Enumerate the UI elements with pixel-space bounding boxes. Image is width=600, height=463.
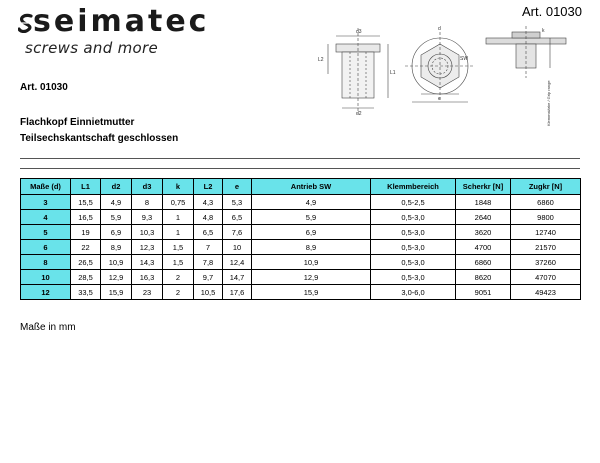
table-cell: 6,5: [223, 210, 252, 225]
table-cell: 6,5: [194, 225, 223, 240]
table-cell: 14,7: [223, 270, 252, 285]
table-cell: 9,3: [132, 210, 163, 225]
grip-range-label: Klemmstärke / Grip range: [546, 80, 551, 126]
table-cell: 7,6: [223, 225, 252, 240]
table-cell: 3,0-6,0: [371, 285, 456, 300]
table-cell: 3620: [456, 225, 511, 240]
table-cell: 9,7: [194, 270, 223, 285]
table-cell: 8,9: [101, 240, 132, 255]
column-header: e: [223, 179, 252, 195]
logo-wordmark: seimatec: [33, 4, 210, 39]
table-cell: 9800: [511, 210, 581, 225]
spec-table: [20, 178, 581, 300]
table-row: [21, 195, 581, 210]
table-cell: 8: [21, 255, 71, 270]
table-header-row: [21, 179, 581, 195]
column-header: d2: [101, 179, 132, 195]
table-cell: 1,5: [163, 255, 194, 270]
dim-d2-label: d2: [356, 111, 362, 117]
table-cell: 1,5: [163, 240, 194, 255]
table-cell: 5,9: [101, 210, 132, 225]
table-cell: 2640: [456, 210, 511, 225]
logo-tagline: screws and more: [25, 39, 158, 57]
table-cell: 17,6: [223, 285, 252, 300]
column-header: Zugkr [N]: [511, 179, 581, 195]
dim-d3-label: d3: [356, 29, 362, 35]
table-cell: 33,5: [71, 285, 101, 300]
table-cell: 10,5: [194, 285, 223, 300]
dim-d-label: d: [438, 26, 441, 32]
column-header: Scherkr [N]: [456, 179, 511, 195]
table-cell: 4700: [456, 240, 511, 255]
table-cell: 8,9: [252, 240, 371, 255]
table-cell: 12,4: [223, 255, 252, 270]
table-cell: 10,3: [132, 225, 163, 240]
column-header: k: [163, 179, 194, 195]
table-cell: 0,5-3,0: [371, 255, 456, 270]
table-cell: 14,3: [132, 255, 163, 270]
column-header: L2: [194, 179, 223, 195]
table-cell: 10,9: [101, 255, 132, 270]
table-cell: 8: [132, 195, 163, 210]
column-header: Antrieb SW: [252, 179, 371, 195]
table-cell: 12,9: [101, 270, 132, 285]
column-header: Klemmbereich: [371, 179, 456, 195]
article-number: Art. 01030: [20, 82, 68, 93]
technical-drawing: [300, 18, 586, 128]
table-cell: 4,9: [101, 195, 132, 210]
table-cell: 19: [71, 225, 101, 240]
dim-l1-label: L1: [390, 70, 396, 76]
table-cell: 28,5: [71, 270, 101, 285]
table-cell: 5: [21, 225, 71, 240]
table-cell: 0,75: [163, 195, 194, 210]
table-cell: 4,3: [194, 195, 223, 210]
table-row: [21, 285, 581, 300]
dim-k-label: k: [542, 28, 545, 34]
table-cell: 6,9: [101, 225, 132, 240]
table-cell: 1848: [456, 195, 511, 210]
table-cell: 7,8: [194, 255, 223, 270]
table-cell: 22: [71, 240, 101, 255]
table-cell: 7: [194, 240, 223, 255]
table-cell: 12: [21, 285, 71, 300]
table-cell: 10: [21, 270, 71, 285]
dim-l2-label: L2: [318, 57, 324, 63]
table-cell: 6: [21, 240, 71, 255]
table-cell: 0,5-3,0: [371, 210, 456, 225]
table-cell: 4,9: [252, 195, 371, 210]
divider-line: [20, 158, 580, 159]
table-cell: 15,9: [101, 285, 132, 300]
table-row: [21, 270, 581, 285]
table-cell: 0,5-3,0: [371, 225, 456, 240]
column-header: d3: [132, 179, 163, 195]
table-cell: 6,9: [252, 225, 371, 240]
table-cell: 5,9: [252, 210, 371, 225]
table-cell: 10: [223, 240, 252, 255]
table-cell: 2: [163, 285, 194, 300]
logo-swirl-icon: [18, 13, 34, 33]
table-row: [21, 240, 581, 255]
table-cell: 12,3: [132, 240, 163, 255]
table-cell: 0,5-2,5: [371, 195, 456, 210]
table-cell: 0,5-3,0: [371, 240, 456, 255]
table-cell: 12,9: [252, 270, 371, 285]
table-cell: 16,3: [132, 270, 163, 285]
table-cell: 9051: [456, 285, 511, 300]
table-cell: 2: [163, 270, 194, 285]
table-cell: 1: [163, 210, 194, 225]
table-row: [21, 255, 581, 270]
table-cell: 12740: [511, 225, 581, 240]
table-cell: 6860: [511, 195, 581, 210]
table-cell: 37260: [511, 255, 581, 270]
table-cell: 15,5: [71, 195, 101, 210]
table-row: [21, 225, 581, 240]
table-cell: 8620: [456, 270, 511, 285]
table-cell: 5,3: [223, 195, 252, 210]
table-cell: 49423: [511, 285, 581, 300]
table-cell: 3: [21, 195, 71, 210]
table-cell: 26,5: [71, 255, 101, 270]
table-cell: 4,8: [194, 210, 223, 225]
table-cell: 16,5: [71, 210, 101, 225]
table-cell: 21570: [511, 240, 581, 255]
column-header: Maße (d): [21, 179, 71, 195]
dim-e-label: e: [438, 96, 441, 102]
divider-line: [20, 168, 580, 169]
column-header: L1: [71, 179, 101, 195]
table-cell: 15,9: [252, 285, 371, 300]
seimatec-logo: [18, 4, 218, 64]
table-cell: 10,9: [252, 255, 371, 270]
dim-sw-label: SW: [460, 56, 469, 62]
table-row: [21, 210, 581, 225]
units-note: Maße in mm: [20, 322, 76, 333]
table-cell: 0,5-3,0: [371, 270, 456, 285]
product-subtitle: Teilsechskantschaft geschlossen: [20, 133, 179, 144]
table-cell: 23: [132, 285, 163, 300]
article-number-top: Art. 01030: [522, 4, 582, 19]
table-cell: 47070: [511, 270, 581, 285]
product-title: Flachkopf Einnietmutter: [20, 117, 135, 128]
table-cell: 1: [163, 225, 194, 240]
table-cell: 4: [21, 210, 71, 225]
table-cell: 6860: [456, 255, 511, 270]
